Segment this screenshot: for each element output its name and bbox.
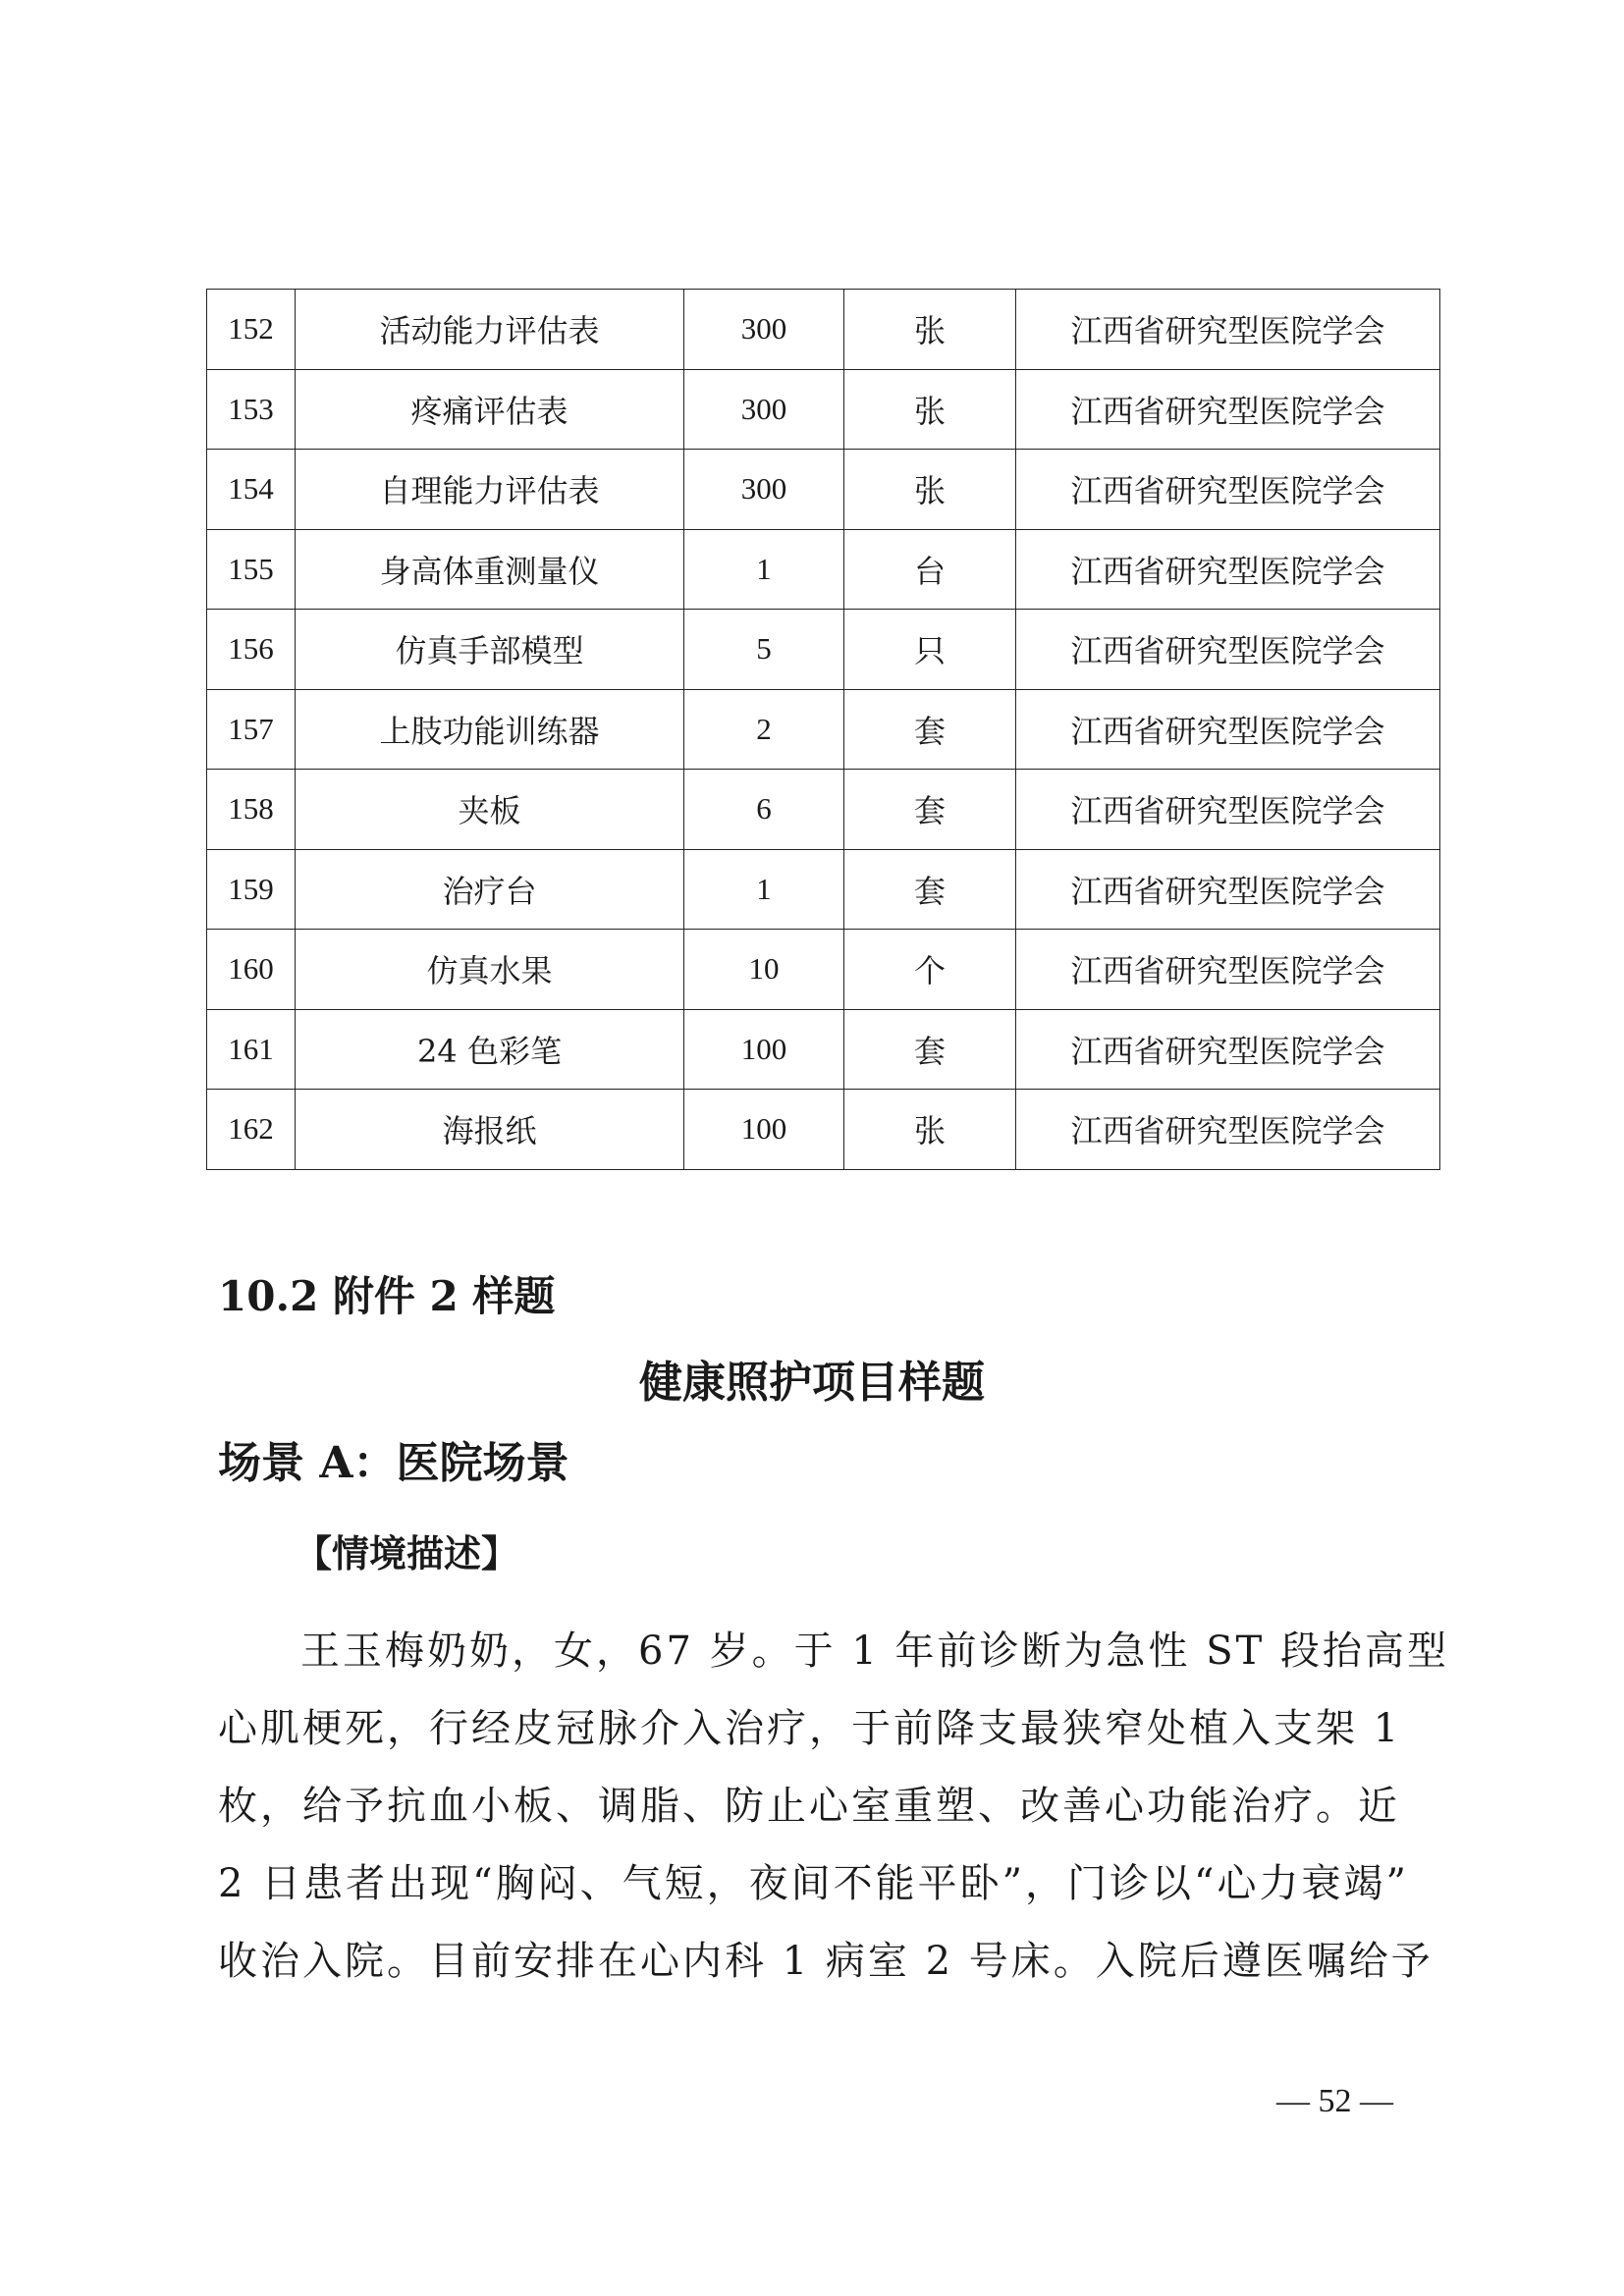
cell-item-name: 夹板 xyxy=(296,770,684,850)
cell-organization: 江西省研究型医院学会 xyxy=(1016,1090,1440,1170)
cell-unit: 套 xyxy=(844,770,1016,850)
cell-number: 161 xyxy=(207,1009,296,1090)
cell-organization: 江西省研究型医院学会 xyxy=(1016,529,1440,610)
table-row xyxy=(207,930,1440,1010)
cell-item-name: 身高体重测量仪 xyxy=(296,529,684,610)
cell-unit: 张 xyxy=(844,450,1016,530)
cell-item-name: 海报纸 xyxy=(296,1090,684,1170)
cell-unit: 套 xyxy=(844,1009,1016,1090)
cell-number: 160 xyxy=(207,930,296,1010)
cell-organization: 江西省研究型医院学会 xyxy=(1016,930,1440,1010)
cell-quantity: 10 xyxy=(684,930,844,1010)
cell-organization: 江西省研究型医院学会 xyxy=(1016,290,1440,370)
cell-unit: 个 xyxy=(844,930,1016,1010)
cell-number: 158 xyxy=(207,770,296,850)
equipment-table xyxy=(206,289,1440,1170)
cell-organization: 江西省研究型医院学会 xyxy=(1016,610,1440,690)
cell-quantity: 100 xyxy=(684,1009,844,1090)
document-title: 健康照护项目样题 xyxy=(639,1358,985,1408)
table-row xyxy=(207,770,1440,850)
table-row xyxy=(207,1090,1440,1170)
cell-organization: 江西省研究型医院学会 xyxy=(1016,369,1440,450)
cell-unit: 套 xyxy=(844,849,1016,930)
table-row xyxy=(207,689,1440,770)
cell-item-name: 仿真手部模型 xyxy=(296,610,684,690)
cell-item-name: 上肢功能训练器 xyxy=(296,689,684,770)
cell-number: 162 xyxy=(207,1090,296,1170)
cell-quantity: 5 xyxy=(684,610,844,690)
cell-number: 156 xyxy=(207,610,296,690)
cell-organization: 江西省研究型医院学会 xyxy=(1016,770,1440,850)
cell-quantity: 100 xyxy=(684,1090,844,1170)
table-row xyxy=(207,610,1440,690)
equipment-table-body xyxy=(207,290,1440,1170)
body-line-2: 心肌梗死，行经皮冠脉介入治疗，于前降支最狭窄处植入支架 1 xyxy=(218,1706,1402,1751)
cell-number: 157 xyxy=(207,689,296,770)
cell-unit: 张 xyxy=(844,1090,1016,1170)
cell-item-name: 疼痛评估表 xyxy=(296,369,684,450)
cell-organization: 江西省研究型医院学会 xyxy=(1016,689,1440,770)
section-heading: 10.2 附件 2 样题 xyxy=(218,1272,556,1320)
cell-unit: 张 xyxy=(844,290,1016,370)
cell-number: 152 xyxy=(207,290,296,370)
cell-number: 159 xyxy=(207,849,296,930)
cell-item-name: 仿真水果 xyxy=(296,930,684,1010)
page-number: — 52 — xyxy=(1276,2083,1393,2119)
cell-quantity: 300 xyxy=(684,369,844,450)
body-line-3: 枚，给予抗血小板、调脂、防止心室重塑、改善心功能治疗。近 xyxy=(218,1784,1400,1829)
scenario-description-heading: 【情境描述】 xyxy=(295,1531,519,1575)
cell-item-name: 治疗台 xyxy=(296,849,684,930)
table-row xyxy=(207,849,1440,930)
table-row xyxy=(207,529,1440,610)
cell-number: 153 xyxy=(207,369,296,450)
cell-unit: 张 xyxy=(844,369,1016,450)
cell-item-name: 活动能力评估表 xyxy=(296,290,684,370)
cell-organization: 江西省研究型医院学会 xyxy=(1016,1009,1440,1090)
cell-quantity: 6 xyxy=(684,770,844,850)
body-line-4: 2 日患者出现“胸闷、气短，夜间不能平卧”，门诊以“心力衰竭” xyxy=(218,1861,1409,1906)
body-line-1: 王玉梅奶奶，女，67 岁。于 1 年前诊断为急性 ST 段抬高型 xyxy=(300,1629,1450,1674)
cell-number: 154 xyxy=(207,450,296,530)
table-row xyxy=(207,450,1440,530)
cell-quantity: 2 xyxy=(684,689,844,770)
body-line-5: 收治入院。目前安排在心内科 1 病室 2 号床。入院后遵医嘱给予 xyxy=(218,1939,1434,1984)
scene-heading: 场景 A：医院场景 xyxy=(218,1438,569,1488)
cell-unit: 套 xyxy=(844,689,1016,770)
cell-unit: 台 xyxy=(844,529,1016,610)
cell-item-name: 自理能力评估表 xyxy=(296,450,684,530)
cell-quantity: 1 xyxy=(684,849,844,930)
cell-unit: 只 xyxy=(844,610,1016,690)
cell-organization: 江西省研究型医院学会 xyxy=(1016,450,1440,530)
cell-item-name: 24 色彩笔 xyxy=(296,1009,684,1090)
cell-quantity: 300 xyxy=(684,450,844,530)
cell-organization: 江西省研究型医院学会 xyxy=(1016,849,1440,930)
table-row xyxy=(207,290,1440,370)
cell-quantity: 1 xyxy=(684,529,844,610)
cell-number: 155 xyxy=(207,529,296,610)
table-row xyxy=(207,1009,1440,1090)
table-row xyxy=(207,369,1440,450)
cell-quantity: 300 xyxy=(684,290,844,370)
